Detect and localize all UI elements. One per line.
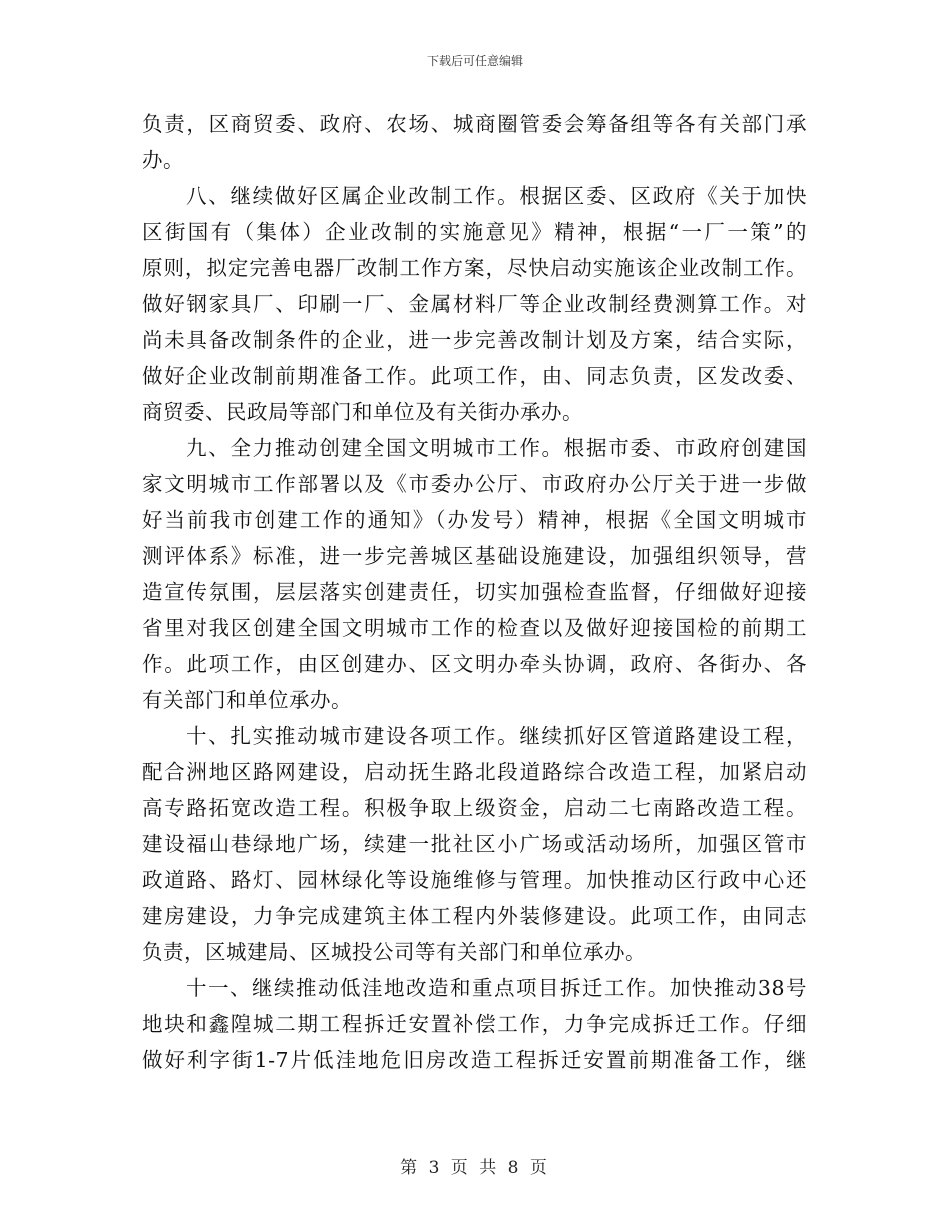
text-line: 政道路、路灯、园林绿化等设施维修与管理。加快推动区行政中心还 [142,868,807,892]
text-line: 商贸委、民政局等部门和单位及有关街办承办。 [142,400,583,424]
text-line: 地块和鑫隍城二期工程拆迁安置补偿工作，力争完成拆迁工作。仔细 [142,1012,807,1036]
text-line: 办。 [142,148,184,172]
document-body [142,106,807,1078]
paragraph-heading-line: 八、继续做好区属企业改制工作。根据区委、区政府《关于加快 [186,184,807,208]
text-line: 省里对我区创建全国文明城市工作的检查以及做好迎接国检的前期工 [142,616,807,640]
text-line: 作。此项工作，由区创建办、区文明办牵头协调，政府、各街办、各 [142,652,807,676]
text-line: 负责，区城建局、区城投公司等有关部门和单位承办。 [142,940,646,964]
text-line: 好当前我市创建工作的通知》（办发号）精神，根据《全国文明城市 [142,508,807,532]
text-line: 负责，区商贸委、政府、农场、城商圈管委会筹备组等各有关部门承 [142,112,807,136]
text-line: 做好利字街1-7片低洼地危旧房改造工程拆迁安置前期准备工作，继 [142,1048,807,1072]
paragraph-heading-line: 十、扎实推动城市建设各项工作。继续抓好区管道路建设工程， [186,724,807,748]
text-line: 原则，拟定完善电器厂改制工作方案，尽快启动实施该企业改制工作。 [142,256,807,280]
text-line: 做好企业改制前期准备工作。此项工作，由、同志负责，区发改委、 [142,364,807,388]
text-line: 建设福山巷绿地广场，续建一批社区小广场或活动场所，加强区管市 [142,832,807,856]
text-line: 高专路拓宽改造工程。积极争取上级资金，启动二七南路改造工程。 [142,796,807,820]
page-number-footer: 第 3 页 共 8 页 [400,1158,550,1178]
text-line: 做好钢家具厂、印刷一厂、金属材料厂等企业改制经费测算工作。对 [142,292,807,316]
text-line: 造宣传氛围，层层落实创建责任，切实加强检查监督，仔细做好迎接 [142,580,807,604]
text-line: 测评体系》标准，进一步完善城区基础设施建设，加强组织领导，营 [142,544,807,568]
text-line: 配合洲地区路网建设，启动抚生路北段道路综合改造工程，加紧启动 [142,760,807,784]
text-line: 有关部门和单位承办。 [142,688,352,712]
text-line: 尚未具备改制条件的企业，进一步完善改制计划及方案，结合实际， [142,328,807,352]
text-line: 区街国有（集体）企业改制的实施意见》精神，根据“一厂一策”的 [142,220,807,244]
paragraph-heading-line: 九、全力推动创建全国文明城市工作。根据市委、市政府创建国 [186,436,807,460]
text-line: 建房建设，力争完成建筑主体工程内外装修建设。此项工作，由同志 [142,904,807,928]
text-line: 家文明城市工作部署以及《市委办公厅、市政府办公厅关于进一步做 [142,472,807,496]
page-header: 下载后可任意编辑 [426,54,523,68]
paragraph-heading-line: 十一、继续推动低洼地改造和重点项目拆迁工作。加快推动38号 [186,976,807,1000]
